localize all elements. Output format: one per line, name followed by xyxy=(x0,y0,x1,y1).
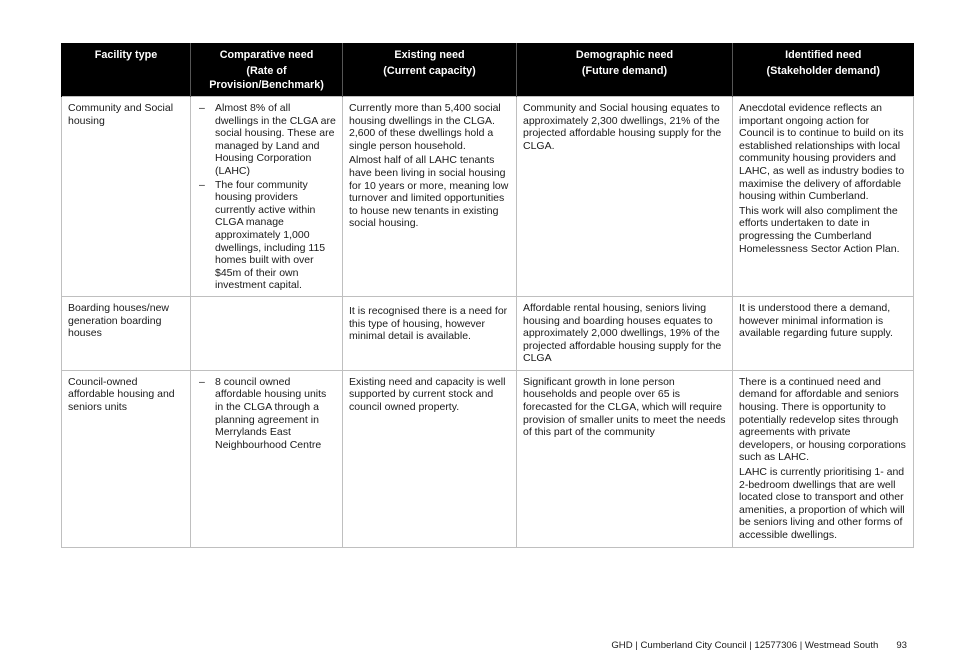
cell-comparative-need xyxy=(191,370,343,547)
cell-comparative-need xyxy=(191,97,343,297)
cell-identified-need: It is understood there a demand, however minimal information is available regarding future supply. xyxy=(733,296,914,370)
bullet-list xyxy=(197,376,336,452)
header-facility-type: Facility type xyxy=(62,43,191,97)
cell-facility-type: Council-owned affordable housing and seniors units xyxy=(62,370,191,547)
table-row xyxy=(62,97,914,297)
footer-text: GHD | Cumberland City Council | 12577306 | Westmead South xyxy=(611,640,879,651)
header-comparative-need: Comparative need (Rate of Provision/Benchmark) xyxy=(191,43,343,97)
cell-demographic-need: Community and Social housing equates to approximately 2,300 dwellings, 21% of the projected affordable housing supply for the CLGA. xyxy=(517,97,733,297)
bullet-list xyxy=(197,102,336,292)
cell-existing-need: Currently more than 5,400 social housing dwellings in the CLGA. 2,600 of these dwellings hold a single person household. Almost half of all LAHC tenants have been living in social housing for 10 years or more, meaning low turnover and limited opportunities to house new tenants in existing social housing. xyxy=(343,97,517,297)
facility-needs-table xyxy=(61,43,914,548)
cell-identified-need: Anecdotal evidence reflects an important ongoing action for Council is to continue to build on its established relationships with local community housing providers and LAHC, as well as industry bodies to maximise the delivery of affordable housing within Cumberland. This work will also compliment the efforts undertaken to date in progressing the Cumberland Homelessness Sector Action Plan. xyxy=(733,97,914,297)
dash-bullet-icon: – xyxy=(199,178,205,191)
list-item: – 8 council owned affordable housing units in the CLGA through a planning agreement in Merrylands East Neighbourhood Centre xyxy=(199,375,327,451)
header-demographic-need: Demographic need (Future demand) xyxy=(517,43,733,97)
page-number: 93 xyxy=(896,640,907,651)
cell-demographic-need: Significant growth in lone person households and people over 65 is forecasted for the CLGA, which will require provision of smaller units to meet the needs of this part of the community xyxy=(517,370,733,547)
cell-comparative-need xyxy=(191,296,343,370)
table-row xyxy=(62,370,914,547)
dash-bullet-icon: – xyxy=(199,102,205,114)
cell-demographic-need: Affordable rental housing, seniors living housing and boarding houses equates to approximately 2,000 dwellings, 19% of the projected affordable housing supply for the CLGA xyxy=(517,296,733,370)
cell-existing-need: It is recognised there is a need for this type of housing, however minimal detail is available. xyxy=(343,296,517,370)
cell-existing-need: Existing need and capacity is well supported by current stock and council owned property. xyxy=(343,370,517,547)
header-identified-need: Identified need (Stakeholder demand) xyxy=(733,43,914,97)
table-row xyxy=(62,296,914,370)
list-item: – Almost 8% of all dwellings in the CLGA are social housing. These are managed by Land and Housing Corporation (LAHC) xyxy=(199,102,336,177)
cell-facility-type: Boarding houses/new generation boarding houses xyxy=(62,296,191,370)
cell-identified-need: There is a continued need and demand for affordable and seniors housing. There is opportunity to potentially redevelop sites through agreements with private developers, or housing corporations such as LAHC. LAHC is currently prioritising 1- and 2-bedroom dwellings that are well located close to transport and other amenities, a proportion of which will be seniors living and other forms of accessible dwellings. xyxy=(733,370,914,547)
header-existing-need: Existing need (Current capacity) xyxy=(343,43,517,97)
dash-bullet-icon: – xyxy=(199,375,205,388)
table-header-row xyxy=(62,43,914,97)
page-footer xyxy=(0,640,907,651)
list-item: – The four community housing providers currently active within CLGA manage approximately 1,000 dwellings, including 115 homes built with over $45m of their own investment capital. xyxy=(199,178,326,292)
cell-facility-type: Community and Social housing xyxy=(62,97,191,297)
